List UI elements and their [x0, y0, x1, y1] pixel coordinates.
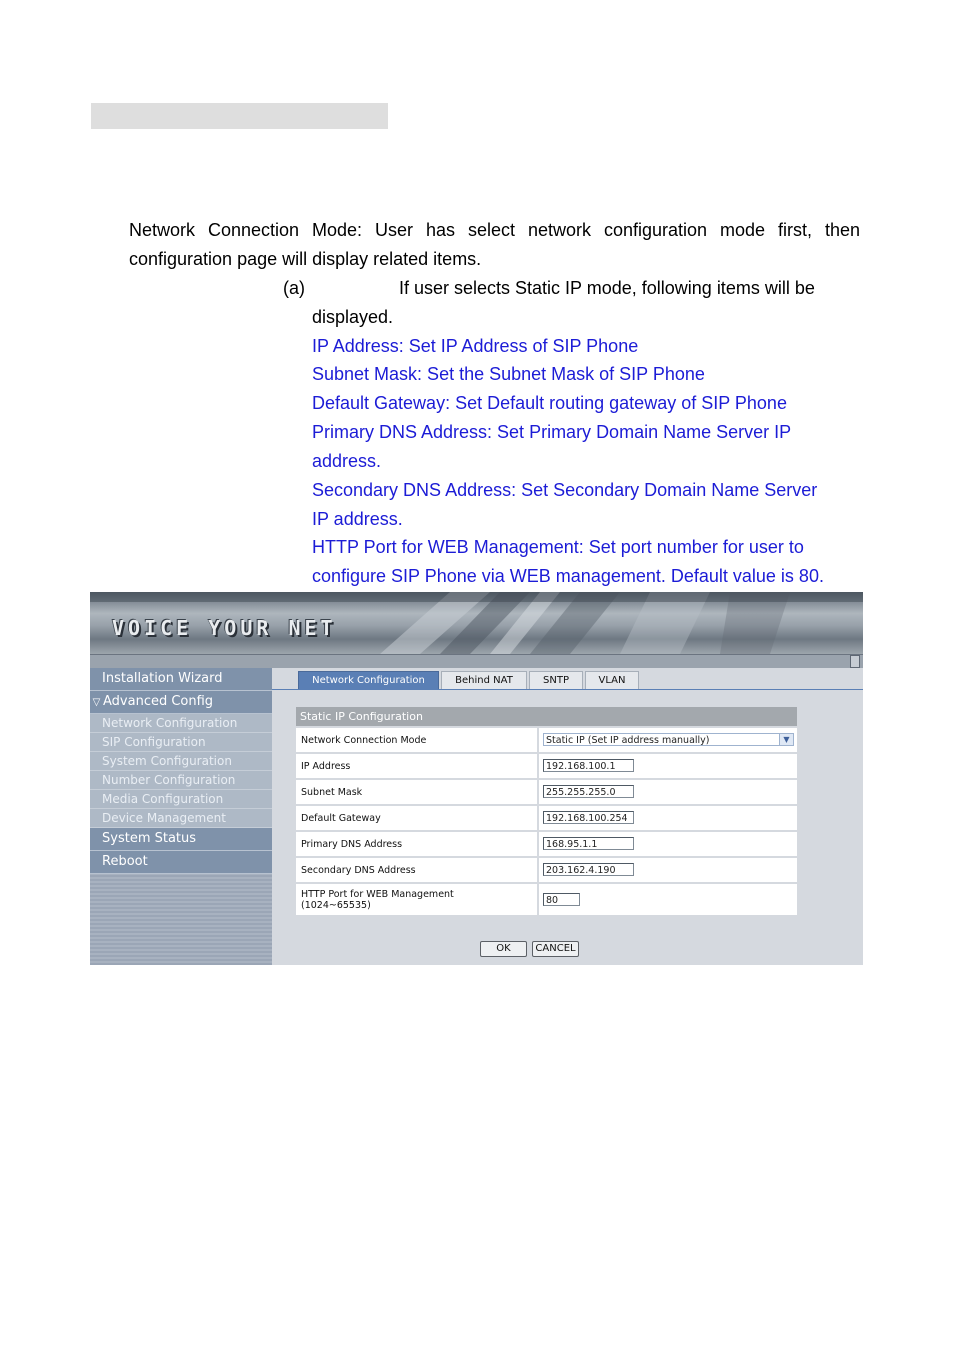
secondary-dns-input[interactable]: 203.162.4.190: [543, 863, 634, 876]
menu-system-configuration[interactable]: System Configuration: [90, 752, 272, 771]
ip-address-input[interactable]: 192.168.100.1: [543, 759, 634, 772]
primary-dns-input[interactable]: 168.95.1.1: [543, 837, 634, 850]
label-subnet-mask: Subnet Mask: [296, 780, 537, 804]
row-secondary-dns: [296, 858, 797, 882]
section-heading-bar: [91, 103, 388, 129]
item-a-text-cont: displayed.: [312, 307, 394, 327]
label-http-port-line2: (1024~65535): [301, 899, 371, 911]
triangle-down-icon: ▽: [92, 697, 101, 708]
row-connection-mode: [296, 728, 797, 752]
ok-button[interactable]: OK: [480, 941, 527, 957]
menu-number-configuration[interactable]: Number Configuration: [90, 771, 272, 790]
intro-paragraph: Network Connection Mode: User has select network configuration mode first, then configuration page will display related items.: [129, 220, 860, 269]
row-http-port: [296, 884, 797, 915]
banner-end-box: [850, 655, 860, 668]
cell-ip-address: [539, 754, 797, 778]
label-primary-dns: Primary DNS Address: [296, 832, 537, 856]
label-connection-mode: Network Connection Mode: [296, 728, 537, 752]
tab-network-configuration[interactable]: Network Configuration: [298, 671, 439, 689]
chevron-down-icon: ▼: [779, 734, 793, 745]
brand-logo: VOICE YOUR NET: [112, 616, 337, 640]
row-default-gateway: [296, 806, 797, 830]
cell-connection-mode: [539, 728, 797, 752]
http-port-input[interactable]: 80: [543, 893, 580, 906]
desc-http-port: HTTP Port for WEB Management: Set port number for user to: [312, 537, 804, 557]
connection-mode-value: Static IP (Set IP address manually): [546, 735, 710, 746]
label-default-gateway: Default Gateway: [296, 806, 537, 830]
item-a-line: [283, 274, 815, 303]
tab-sntp[interactable]: SNTP: [529, 671, 583, 689]
menu-device-management[interactable]: Device Management: [90, 809, 272, 828]
header-banner: [90, 592, 863, 668]
label-ip-address: IP Address: [296, 754, 537, 778]
label-http-port: [296, 884, 537, 915]
label-http-port-line1: HTTP Port for WEB Management: [301, 888, 454, 900]
desc-http-port-cont: configure SIP Phone via WEB management. Default value is 80.: [312, 566, 824, 586]
menu-sip-configuration[interactable]: SIP Configuration: [90, 733, 272, 752]
desc-subnet-mask: Subnet Mask: Set the Subnet Mask of SIP Phone: [312, 364, 705, 384]
default-gateway-input[interactable]: 192.168.100.254: [543, 811, 634, 824]
tab-behind-nat[interactable]: Behind NAT: [441, 671, 527, 689]
tab-underline: [272, 689, 863, 690]
menu-network-configuration[interactable]: Network Configuration: [90, 714, 272, 733]
banner-strip: [90, 654, 863, 669]
desc-primary-dns: Primary DNS Address: Set Primary Domain Name Server IP: [312, 422, 792, 442]
cell-default-gateway: [539, 806, 797, 830]
menu-reboot[interactable]: Reboot: [90, 851, 272, 874]
item-a-text: If user selects Static IP mode, following items will be: [399, 278, 815, 298]
desc-secondary-dns: Secondary DNS Address: Set Secondary Domain Name Server: [312, 480, 818, 500]
config-screenshot: [90, 592, 863, 965]
menu-installation-wizard[interactable]: Installation Wizard: [90, 668, 272, 691]
row-ip-address: [296, 754, 797, 778]
row-primary-dns: [296, 832, 797, 856]
cell-primary-dns: [539, 832, 797, 856]
main-content: [272, 668, 863, 965]
section-title: Static IP Configuration: [296, 707, 797, 726]
row-subnet-mask: [296, 780, 797, 804]
desc-ip-address: IP Address: Set IP Address of SIP Phone: [312, 336, 639, 356]
connection-mode-select[interactable]: [543, 733, 794, 746]
sidebar: [90, 668, 272, 965]
cell-subnet-mask: [539, 780, 797, 804]
subnet-mask-input[interactable]: 255.255.255.0: [543, 785, 634, 798]
desc-default-gateway: Default Gateway: Set Default routing gateway of SIP Phone: [312, 393, 787, 413]
menu-advanced-config[interactable]: [90, 691, 272, 714]
item-a-label: (a): [283, 278, 305, 298]
tab-vlan[interactable]: VLAN: [585, 671, 639, 689]
desc-secondary-dns-cont: IP address.: [312, 509, 403, 529]
cell-http-port: [539, 884, 797, 915]
menu-system-status[interactable]: System Status: [90, 828, 272, 851]
cancel-button[interactable]: CANCEL: [532, 941, 579, 957]
menu-advanced-config-label: Advanced Config: [103, 694, 214, 709]
cell-secondary-dns: [539, 858, 797, 882]
menu-media-configuration[interactable]: Media Configuration: [90, 790, 272, 809]
label-secondary-dns: Secondary DNS Address: [296, 858, 537, 882]
desc-primary-dns-cont: address.: [312, 451, 382, 471]
